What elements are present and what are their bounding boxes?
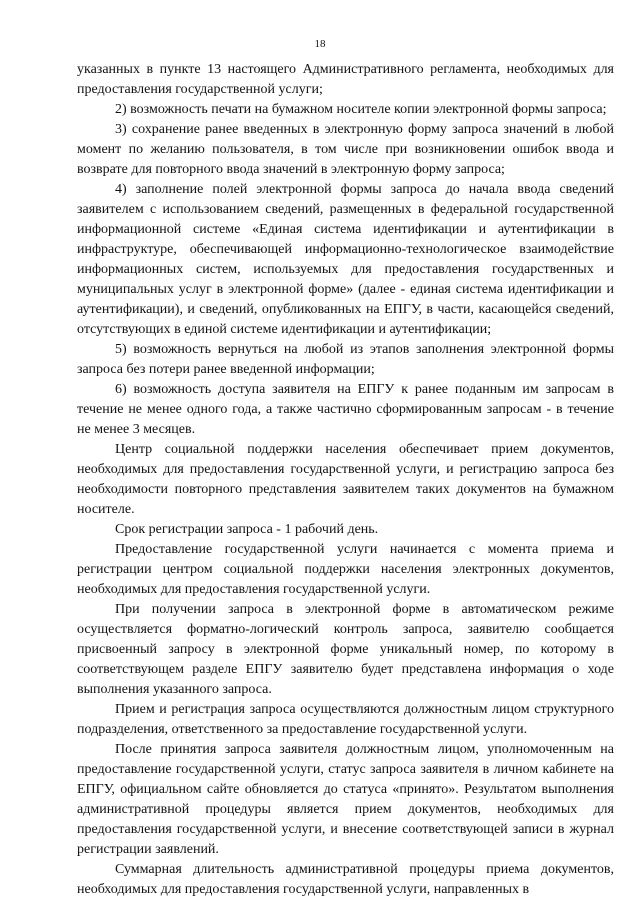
page-number: 18 — [314, 38, 326, 50]
paragraph: Центр социальной поддержки населения обеспечивает прием документов, необходимых для предоставления государственной услуги, и регистрацию запроса без необходимости повторного представления заявителем таких документов на бумажном носителе. — [77, 442, 614, 517]
document-body — [77, 60, 614, 900]
paragraph: 4) заполнение полей электронной формы запроса до начала ввода сведений заявителем с использованием сведений, размещенных в федеральной государственной информационной системе «Единая система идентификации и аутентификации в инфраструктуре, обеспечивающей информационно-технологическое взаимодействие информационных систем, используемых для предоставления государственных и муниципальных услуг в электронной форме» (далее - единая система идентификации и аутентификации), и сведений, опубликованных на ЕПГУ, в части, касающейся сведений, отсутствующих в единой системе идентификации и аутентификации; — [77, 182, 614, 337]
paragraph: После принятия запроса заявителя должностным лицом, уполномоченным на предоставление государственной услуги, статус запроса заявителя в личном кабинете на ЕПГУ, официальном сайте обновляется до статуса «принято». Результатом выполнения административной процедуры является прием документов, необходимых для предоставления государственной услуги, и внесение соответствующей записи в журнал регистрации заявлений. — [77, 742, 614, 857]
paragraph: Суммарная длительность административной процедуры приема документов, необходимых для предоставления государственной услуги, направленных в — [77, 862, 614, 897]
paragraph: 6) возможность доступа заявителя на ЕПГУ к ранее поданным им запросам в течение не менее одного года, а также частично сформированным запросам - в течение не менее 3 месяцев. — [77, 382, 614, 437]
paragraph: Предоставление государственной услуги начинается с момента приема и регистрации центром социальной поддержки населения электронных документов, необходимых для предоставления государственной услуги. — [77, 542, 614, 597]
paragraph: 2) возможность печати на бумажном носителе копии электронной формы запроса; — [115, 102, 607, 117]
paragraph: Срок регистрации запроса - 1 рабочий день. — [115, 522, 379, 537]
paragraph: указанных в пункте 13 настоящего Административного регламента, необходимых для предоставления государственной услуги; — [77, 62, 614, 97]
paragraph: Прием и регистрация запроса осуществляются должностным лицом структурного подразделения, ответственного за предоставление государственной услуги. — [77, 702, 614, 737]
paragraph: При получении запроса в электронной форме в автоматическом режиме осуществляется форматно-логический контроль запроса, заявителю сообщается присвоенный запросу в электронной форме уникальный номер, по которому в соответствующем разделе ЕПГУ заявителю будет представлена информация о ходе выполнения указанного запроса. — [77, 602, 614, 697]
paragraph: 3) сохранение ранее введенных в электронную форму запроса значений в любой момент по желанию пользователя, в том числе при возникновении ошибок ввода и возврате для повторного ввода значений в электронную форму запроса; — [77, 122, 614, 177]
paragraph: 5) возможность вернуться на любой из этапов заполнения электронной формы запроса без потери ранее введенной информации; — [77, 342, 614, 377]
